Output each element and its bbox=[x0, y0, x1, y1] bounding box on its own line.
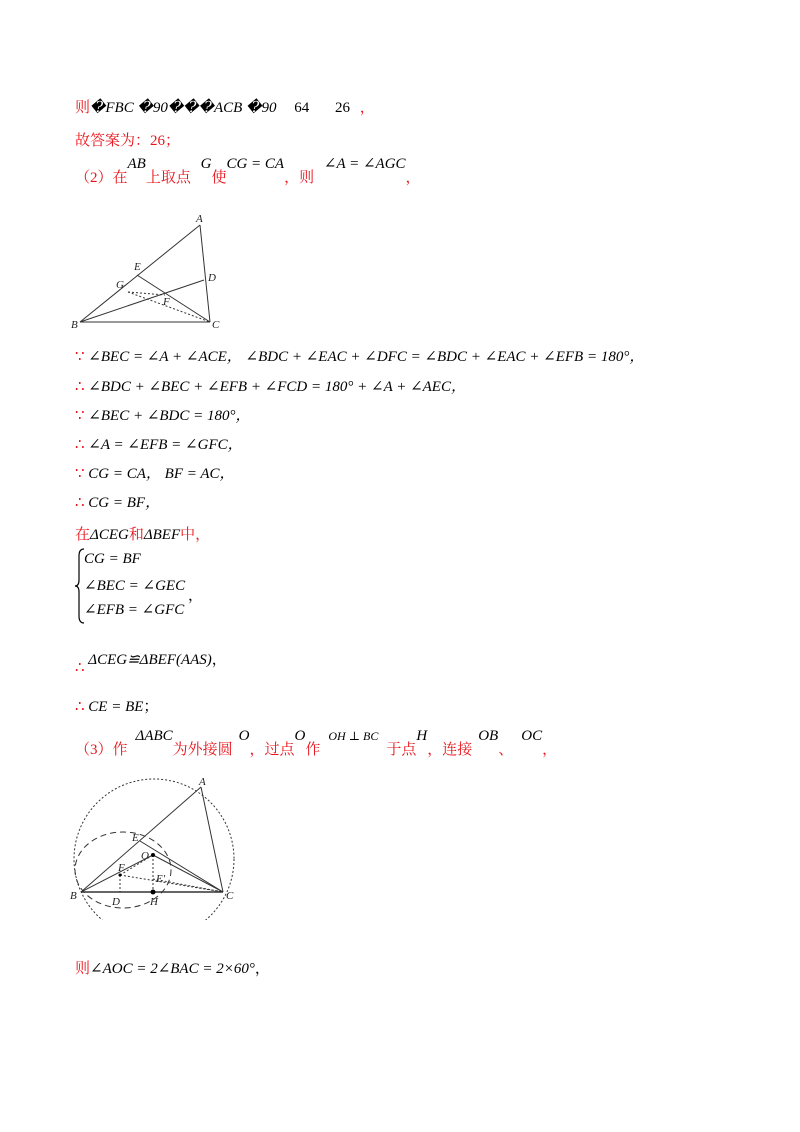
therefore-symbol: ∴ bbox=[75, 495, 85, 511]
expr-7: ∠A = ∠EFB = ∠GFC， bbox=[88, 437, 243, 453]
label-e-prime: E' bbox=[156, 873, 166, 885]
therefore-symbol: ∴ bbox=[75, 699, 85, 715]
line-7 bbox=[75, 433, 243, 454]
number-26: 26 bbox=[334, 100, 350, 116]
text-take-point: 上取点 bbox=[145, 170, 191, 186]
triangle-bef: ΔBEF bbox=[143, 527, 181, 543]
expr-ce-be: CE = BE bbox=[88, 699, 144, 715]
triangle-abc: ΔABC bbox=[135, 728, 173, 744]
label-f: F bbox=[118, 862, 125, 874]
label-b: B bbox=[70, 890, 77, 902]
semicolon: ； bbox=[143, 699, 159, 715]
text-connect: ，连接 bbox=[427, 742, 473, 758]
segment-ob: OB bbox=[478, 728, 499, 744]
side-ba bbox=[80, 225, 200, 322]
then-word: 则 bbox=[75, 100, 91, 116]
text-comma-list: 、 bbox=[498, 742, 514, 758]
expr-5: ∠BDC + ∠BEC + ∠EFB + ∠FCD = 180° + ∠A + ∠AEC， bbox=[88, 379, 466, 395]
label-d: D bbox=[208, 272, 216, 284]
comma: ， bbox=[254, 961, 270, 977]
text-among: 中， bbox=[180, 527, 211, 543]
system-row-2: ∠BEC = ∠GEC bbox=[84, 578, 186, 594]
then-word: 则 bbox=[75, 961, 91, 977]
line-9 bbox=[75, 491, 160, 512]
line-6 bbox=[75, 404, 251, 425]
system-comma: ， bbox=[188, 588, 204, 604]
part-3-label: （3）作 bbox=[75, 742, 128, 758]
text-make: 使 bbox=[211, 170, 227, 186]
comma: ， bbox=[211, 652, 227, 668]
number-64: 64 bbox=[294, 100, 310, 116]
text-circumcircle: 为外接圆 bbox=[172, 742, 233, 758]
because-symbol: ∵ bbox=[75, 408, 85, 424]
line-8 bbox=[75, 462, 235, 483]
segment-bd bbox=[80, 280, 204, 322]
system-row-3: ∠EFB = ∠GFC bbox=[84, 602, 185, 618]
text-then: ，则 bbox=[284, 170, 315, 186]
point-o: O bbox=[238, 728, 250, 744]
text-draw: 作 bbox=[305, 742, 321, 758]
comma: ， bbox=[359, 100, 375, 116]
label-c: C bbox=[212, 319, 220, 331]
side-ac bbox=[201, 787, 223, 892]
figure-circumcircle bbox=[68, 775, 243, 920]
therefore-symbol: ∴ bbox=[75, 660, 85, 676]
answer-line: 故答案为：26； bbox=[75, 133, 181, 149]
line-4 bbox=[75, 345, 644, 366]
therefore-symbol: ∴ bbox=[75, 379, 85, 395]
line-1 bbox=[75, 96, 375, 117]
label-d: D bbox=[112, 896, 120, 908]
because-symbol: ∵ bbox=[75, 466, 85, 482]
figure-triangle-1 bbox=[70, 210, 240, 335]
label-a: A bbox=[196, 213, 203, 225]
comma: ， bbox=[405, 170, 421, 186]
eq-angle-a: ∠A = ∠AGC bbox=[323, 156, 406, 172]
label-o: O bbox=[141, 850, 149, 862]
text-and: 和 bbox=[128, 527, 144, 543]
because-symbol: ∵ bbox=[75, 349, 85, 365]
line-12 bbox=[75, 695, 158, 716]
part-2-label: （2）在 bbox=[75, 170, 128, 186]
label-f: F bbox=[163, 296, 170, 308]
label-b: B bbox=[71, 319, 78, 331]
perp-oh-bc: OH ⊥ BC bbox=[328, 729, 379, 743]
line-10 bbox=[75, 523, 210, 544]
expr-4: ∠BEC = ∠A + ∠ACE， ∠BDC + ∠EAC + ∠DFC = ∠BDC + ∠EAC + ∠EFB = 180°， bbox=[88, 349, 645, 365]
triangle-ceg: ΔCEG bbox=[90, 527, 129, 543]
text-through-point: ，过点 bbox=[249, 742, 295, 758]
expr-8: CG = CA， BF = AC， bbox=[88, 466, 235, 482]
label-e: E bbox=[132, 832, 139, 844]
point-o-2: O bbox=[294, 728, 306, 744]
point-h: H bbox=[416, 728, 428, 744]
text-at-point: 于点 bbox=[386, 742, 417, 758]
label-e: E bbox=[134, 261, 141, 273]
point-o-dot bbox=[151, 853, 155, 857]
point-g: G bbox=[200, 156, 212, 172]
point-h-dot bbox=[151, 890, 156, 895]
expr-6: ∠BEC + ∠BDC = 180°， bbox=[88, 408, 251, 424]
line-11 bbox=[75, 648, 227, 676]
congruence-expr: ΔCEG≌ΔBEF(AAS) bbox=[88, 652, 212, 668]
eq-cg-ca: CG = CA bbox=[226, 156, 285, 172]
label-a: A bbox=[199, 776, 206, 788]
line-5 bbox=[75, 375, 466, 396]
expr-9: CG = BF， bbox=[88, 495, 161, 511]
side-ba bbox=[81, 787, 201, 892]
segment-oc: OC bbox=[521, 728, 543, 744]
part-2-intro bbox=[75, 156, 421, 187]
segment-ab: AB bbox=[127, 156, 146, 172]
label-c: C bbox=[226, 890, 234, 902]
label-h: H bbox=[150, 896, 158, 908]
angle-expression: �FBC �90���ACB �90 bbox=[90, 100, 277, 116]
text-in: 在 bbox=[75, 527, 91, 543]
therefore-symbol: ∴ bbox=[75, 437, 85, 453]
line-14 bbox=[75, 957, 270, 978]
comma: ， bbox=[542, 742, 558, 758]
label-g: G bbox=[116, 279, 124, 291]
system-row-1: CG = BF bbox=[84, 551, 141, 567]
expr-aoc: ∠AOC = 2∠BAC = 2×60° bbox=[90, 961, 255, 977]
